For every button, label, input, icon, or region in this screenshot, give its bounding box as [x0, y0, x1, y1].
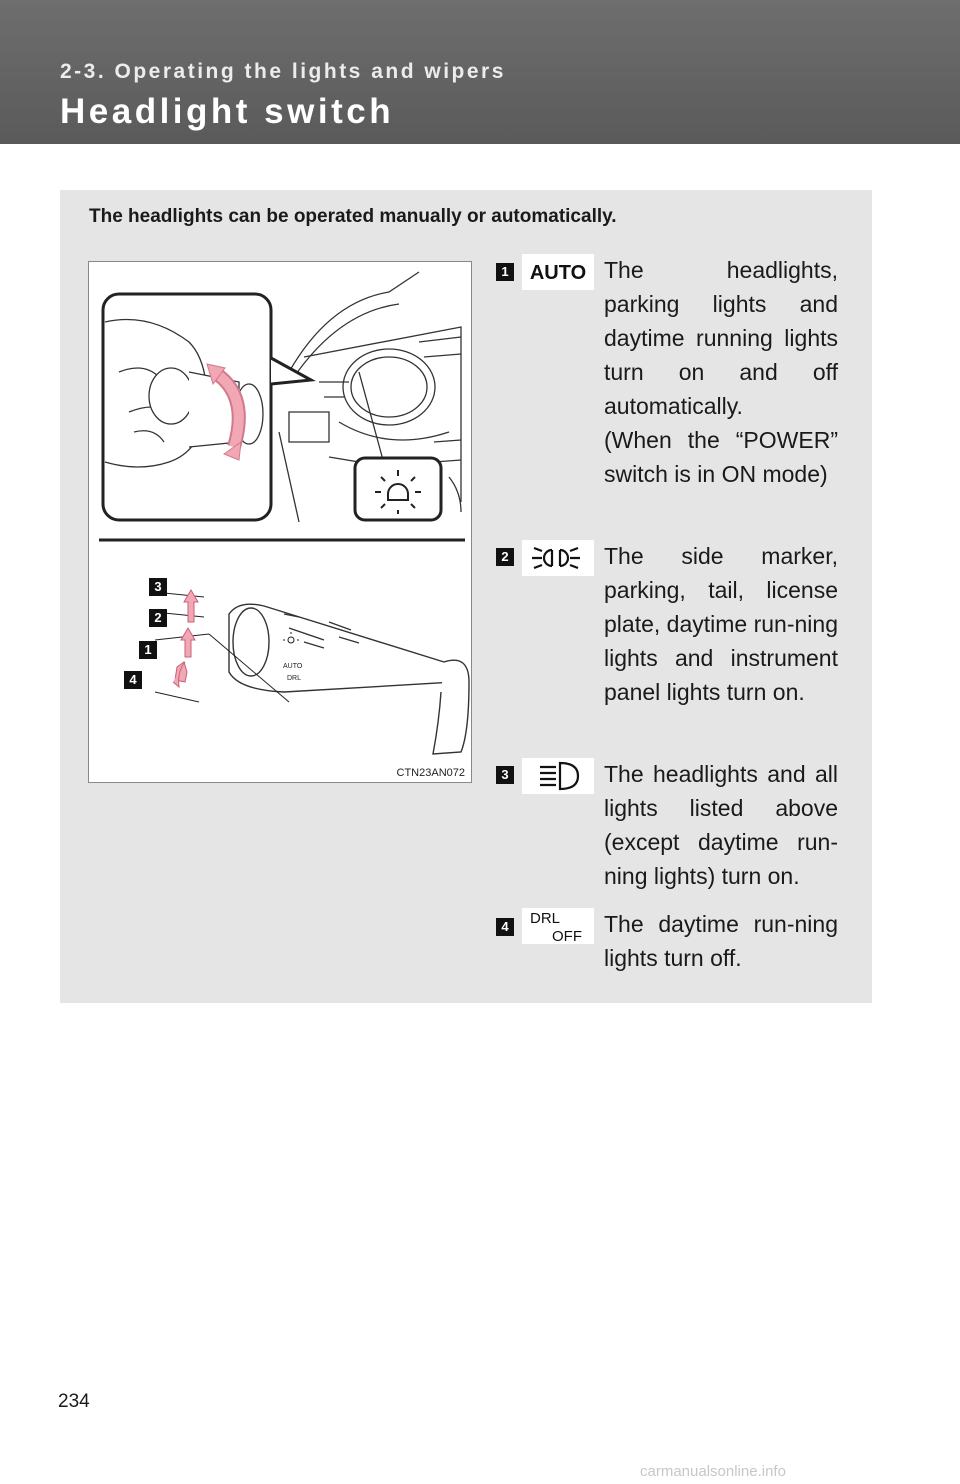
mode-1-text: The headlights, parking lights and daytime running lights turn on and off automatically.	[604, 257, 838, 419]
svg-text:OFF: OFF	[552, 928, 582, 944]
mode-number-4: 4	[496, 918, 514, 936]
auto-icon	[522, 254, 594, 290]
page-title: Headlight switch	[60, 92, 395, 131]
mode-2-description: The side marker, parking, tail, license plate, daytime run-ning lights and instrument panel lights turn on.	[604, 543, 838, 705]
illustration-drawing	[89, 262, 473, 784]
page-header	[0, 0, 960, 144]
intro-text: The headlights can be operated manually or automatically.	[89, 206, 617, 227]
drl-off-icon	[522, 908, 594, 944]
mode-number-3: 3	[496, 766, 514, 784]
mode-4-description: The daytime run-ning lights turn off.	[604, 911, 838, 971]
svg-text:DRL: DRL	[287, 675, 302, 682]
watermark: carmanualsonline.info	[640, 1463, 786, 1480]
svg-text:AUTO: AUTO	[529, 262, 587, 284]
svg-text:AUTO: AUTO	[283, 663, 303, 670]
mode-1-description	[604, 253, 838, 491]
callout-1: 1	[139, 641, 157, 659]
figure-code: CTN23AN072	[396, 767, 465, 779]
section-label: 2-3. Operating the lights and wipers	[60, 60, 506, 83]
callout-2: 2	[149, 609, 167, 627]
parking-lights-icon	[522, 540, 594, 576]
mode-3-description: The headlights and all lights listed above (except daytime run-ning lights) turn on.	[604, 761, 838, 889]
headlight-icon	[522, 758, 594, 794]
mode-number-1: 1	[496, 263, 514, 281]
switch-illustration	[88, 261, 472, 783]
mode-1-note: (When the “POWER” switch is in ON mode)	[604, 427, 838, 487]
callout-3: 3	[149, 578, 167, 596]
svg-text:DRL: DRL	[530, 910, 561, 927]
mode-number-2: 2	[496, 548, 514, 566]
page-number: 234	[58, 1391, 90, 1412]
callout-4: 4	[124, 671, 142, 689]
